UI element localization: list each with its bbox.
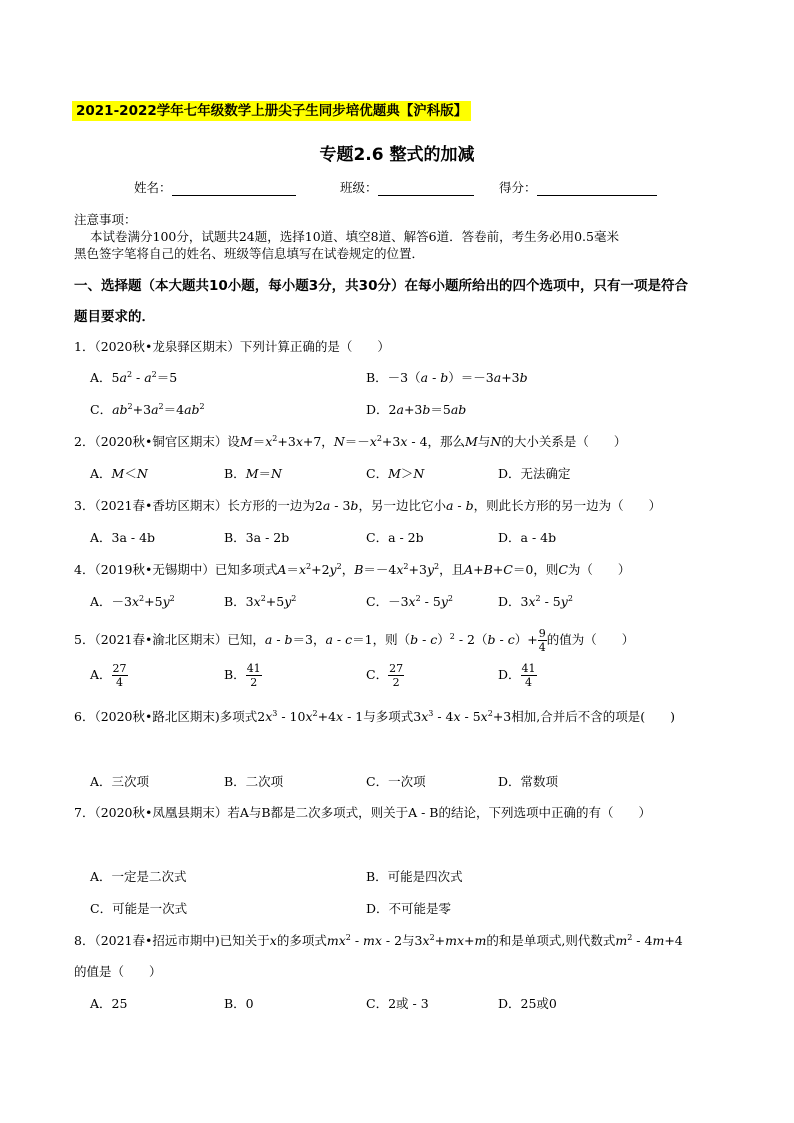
question-3-stem: 3．（2021春•香坊区期末）长方形的一边为2a - 3b，另一边比它小a - b，则此长方形的另一边为（ ）	[74, 498, 662, 513]
notice-line-2: 黑色签字笔将自己的姓名、班级等信息填写在试卷规定的位置．	[74, 246, 425, 261]
question-2-stem: 2．（2020秋•铜官区期末）设$M=x^2+3x+7$，$N=-x^2+3x - 4$，那么M与N的大小关系是（ ）	[74, 434, 627, 449]
question-8-stem: 8．（2021春•招远市期中)已知关于x的多项式$mx^2$ - mx - 2与$3x^2+mx+m$的和是单项式,则代数式$m^2 - 4m+4$	[74, 933, 683, 948]
q2-option-c[interactable]: C．M＞N	[366, 466, 425, 481]
page-title: 专题2.6 整式的加减	[319, 145, 475, 165]
q3-option-d[interactable]: D．a - 4b	[498, 530, 557, 545]
q4-option-d[interactable]: D．$3x^2 - 5y^2$	[498, 594, 573, 609]
q3-option-b[interactable]: B．3a - 2b	[224, 530, 290, 545]
q6-option-a[interactable]: A．三次项	[90, 774, 150, 789]
q5-option-a[interactable]: A． $\frac{27}{4}$	[90, 662, 127, 689]
question-8-stem-line-2: 的值是（ ）	[74, 964, 162, 979]
q6-option-c[interactable]: C．一次项	[366, 774, 426, 789]
q1-option-c[interactable]: C．$ab^2+3a^2=4ab^2$	[90, 402, 205, 417]
class-blank[interactable]	[378, 181, 474, 196]
q1-option-a[interactable]: A．$5a^2 - a^2=5$	[90, 370, 178, 385]
notice-title: 注意事项：	[74, 212, 137, 227]
q8-option-a[interactable]: A．25	[90, 996, 128, 1011]
class-label: 班级：	[340, 180, 378, 195]
q5-option-b[interactable]: B． $\frac{41}{2}$	[224, 662, 261, 689]
section-heading-1: 一、选择题（本大题共10小题，每小题3分，共30分）在每小题所给出的四个选项中，只有一项是符合	[74, 278, 688, 294]
name-label: 姓名：	[134, 180, 172, 195]
q4-option-b[interactable]: B．$3x^2+5y^2$	[224, 594, 297, 609]
q3-option-a[interactable]: A．3a - 4b	[90, 530, 156, 545]
q7-option-a[interactable]: A．一定是二次式	[90, 869, 187, 884]
q6-option-b[interactable]: B．二次项	[224, 774, 284, 789]
question-4-stem: 4．（2019秋•无锡期中）已知多项式$A=x^2+2y^2$，$B=-4x^2+3y^2$，且A+B+C＝0，则C为（ ）	[74, 562, 631, 577]
notice-line-1: 本试卷满分100分，试题共24题，选择10道、填空8道、解答6道．答卷前，考生务必用0.5毫米	[90, 229, 619, 244]
question-7-stem: 7．（2020秋•凤凰县期末）若A与B都是二次多项式，则关于A - B的结论，下列选项中正确的有（ ）	[74, 805, 651, 820]
q7-option-d[interactable]: D．不可能是零	[366, 901, 452, 916]
q6-option-d[interactable]: D．常数项	[498, 774, 559, 789]
q7-option-c[interactable]: C．可能是一次式	[90, 901, 188, 916]
section-heading-2: 题目要求的．	[74, 309, 155, 325]
question-1-stem: 1．（2020秋•龙泉驿区期末）下列计算正确的是（ ）	[74, 339, 390, 354]
q8-option-b[interactable]: B．0	[224, 996, 254, 1011]
score-field[interactable]	[499, 178, 657, 196]
q1-option-d[interactable]: D．2a+3b＝5ab	[366, 402, 467, 417]
q2-option-b[interactable]: B．M＝N	[224, 466, 282, 481]
q8-option-c[interactable]: C．2或 - 3	[366, 996, 429, 1011]
q2-option-d[interactable]: D．无法确定	[498, 466, 571, 481]
class-field[interactable]	[340, 178, 474, 196]
q3-option-c[interactable]: C．a - 2b	[366, 530, 424, 545]
question-5-stem: 5．（2021春•渝北区期末）已知，a - b＝3，a - c＝1，则（b - c）$^2$ - 2（b - c）+ $\frac{9}{4}$ 的值为（ ）	[74, 627, 635, 654]
document-banner: 2021-2022学年七年级数学上册尖子生同步培优题典【沪科版】	[72, 101, 471, 121]
score-label: 得分：	[499, 180, 537, 195]
q8-option-d[interactable]: D．25或0	[498, 996, 557, 1011]
q2-option-a[interactable]: A．M＜N	[90, 466, 148, 481]
name-field[interactable]	[134, 178, 296, 196]
q4-option-c[interactable]: C．$-3x^2 - 5y^2$	[366, 594, 453, 609]
q5-option-d[interactable]: D． $\frac{41}{4}$	[498, 662, 536, 689]
name-blank[interactable]	[172, 181, 296, 196]
question-6-stem: 6．（2020秋•路北区期末)多项式$2x^3 - 10x^2+4x - 1$与多项式$3x^3 - 4x - 5x^2+3$相加,合并后不含的项是( )	[74, 709, 675, 724]
score-blank[interactable]	[537, 181, 657, 196]
q1-option-b[interactable]: B．－3（a - b）＝－3a+3b	[366, 370, 528, 385]
q5-option-c[interactable]: C． $\frac{27}{2}$	[366, 662, 404, 689]
q4-option-a[interactable]: A．$-3x^2+5y^2$	[90, 594, 175, 609]
q7-option-b[interactable]: B．可能是四次式	[366, 869, 463, 884]
